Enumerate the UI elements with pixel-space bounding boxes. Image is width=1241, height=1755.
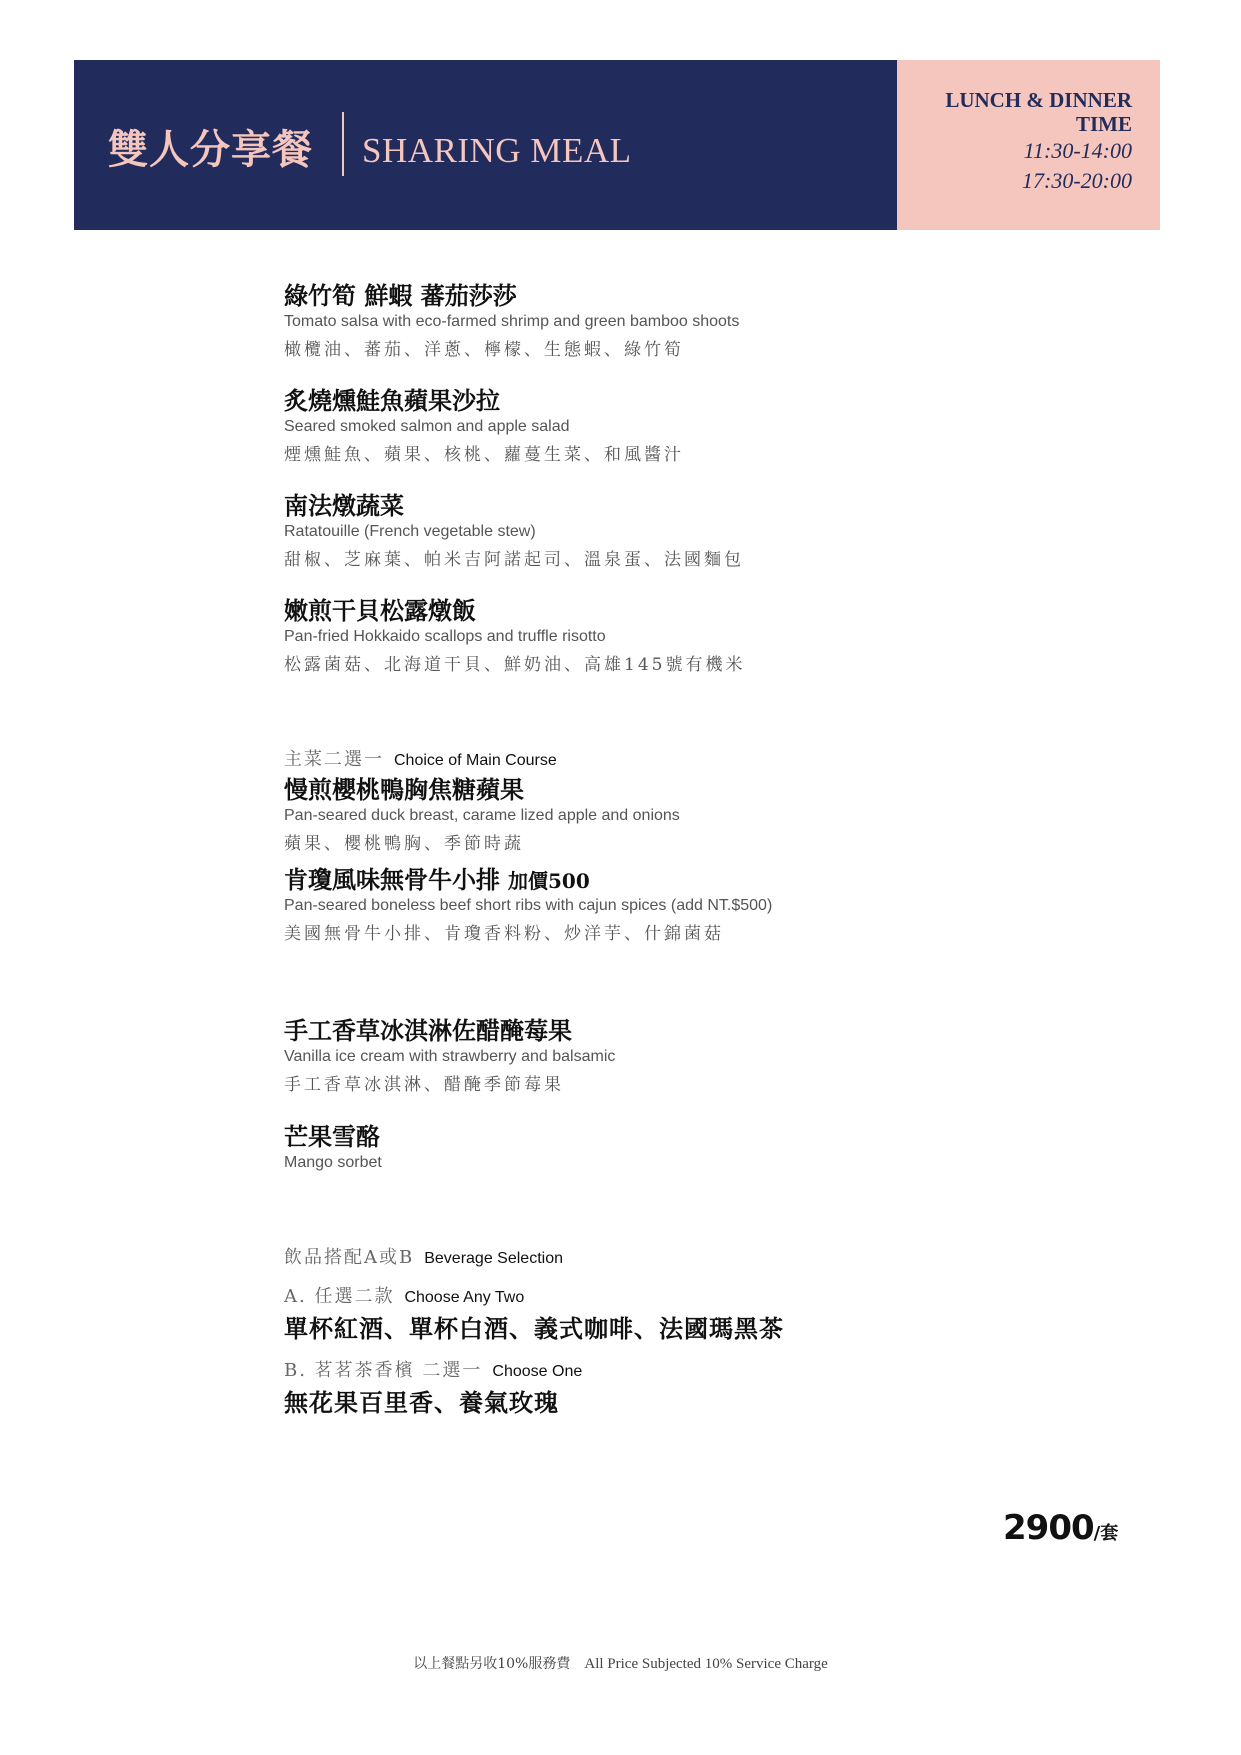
dish-name-zh: 嫩煎干貝松露燉飯	[284, 596, 476, 625]
dish-name-en: Tomato salsa with eco-farmed shrimp and green bamboo shoots	[284, 313, 740, 330]
set-price	[1003, 1508, 1118, 1548]
beverage-option-a-label	[284, 1282, 524, 1308]
dish-title-text: 肯瓊風味無骨牛小排	[284, 865, 500, 894]
dish-name-zh: 綠竹筍 鮮蝦 蕃茄莎莎	[284, 281, 517, 310]
menu-item	[284, 860, 772, 944]
main-course-label	[284, 745, 557, 771]
menu-item	[284, 770, 680, 854]
option-a-label-en: Choose Any Two	[404, 1289, 525, 1306]
time-panel	[897, 60, 1160, 230]
dish-name-en: Pan-seared boneless beef short ribs with cajun spices (add NT.$500)	[284, 897, 773, 914]
menu-item	[284, 486, 744, 570]
dish-name-en: Pan-fried Hokkaido scallops and truffle risotto	[284, 628, 606, 645]
beverage-option-b-items: 無花果百里香、養氣玫瑰	[284, 1388, 559, 1417]
dish-ingredients: 甜椒、芝麻葉、帕米吉阿諾起司、溫泉蛋、法國麵包	[284, 550, 744, 570]
title-divider	[342, 112, 344, 176]
service-charge-en: All Price Subjected 10% Service Charge	[584, 1656, 828, 1672]
menu-item	[284, 1011, 615, 1095]
dish-name-zh: 南法燉蔬菜	[284, 491, 404, 520]
header-banner	[74, 60, 897, 230]
dish-ingredients: 煙燻鮭魚、蘋果、核桃、蘿蔓生菜、和風醬汁	[284, 445, 684, 465]
service-charge-zh: 以上餐點另收10%服務費	[413, 1656, 571, 1672]
dish-name-en: Ratatouille (French vegetable stew)	[284, 523, 536, 540]
dish-name-en: Pan-seared duck breast, carame lized apple and onions	[284, 807, 680, 824]
price-amount: 2900	[1003, 1508, 1094, 1548]
dinner-hours: 17:30-20:00	[1022, 168, 1132, 193]
menu-item	[284, 1117, 382, 1172]
dish-name-zh: 慢煎櫻桃鴨胸焦糖蘋果	[284, 775, 524, 804]
time-label-line2: TIME	[1075, 112, 1132, 136]
option-a-label-zh: A. 任選二款	[284, 1286, 395, 1307]
service-charge-note	[0, 1653, 1241, 1673]
dish-name-en: Mango sorbet	[284, 1154, 382, 1171]
dish-ingredients: 橄欖油、蕃茄、洋蔥、檸檬、生態蝦、綠竹筍	[284, 340, 684, 360]
surcharge-note: 加價500	[508, 869, 590, 893]
dish-name-zh: 炙燒燻鮭魚蘋果沙拉	[284, 386, 500, 415]
dish-ingredients: 手工香草冰淇淋、醋醃季節莓果	[284, 1075, 564, 1095]
dish-name-zh	[284, 860, 772, 895]
option-b-label-en: Choose One	[492, 1363, 583, 1380]
time-label-line1: LUNCH & DINNER	[945, 88, 1132, 112]
dish-name-en: Vanilla ice cream with strawberry and balsamic	[284, 1048, 616, 1065]
service-hours	[945, 88, 1132, 196]
dish-name-zh: 手工香草冰淇淋佐醋醃莓果	[284, 1016, 572, 1045]
option-b-label-zh: B. 茗茗茶香檳 二選一	[284, 1360, 483, 1381]
main-course-label-zh: 主菜二選一	[284, 749, 384, 770]
menu-item	[284, 276, 739, 360]
dish-ingredients: 松露菌菇、北海道干貝、鮮奶油、高雄145號有機米	[284, 655, 746, 675]
beverage-label	[284, 1243, 563, 1269]
dish-ingredients: 美國無骨牛小排、肯瓊香料粉、炒洋芋、什錦菌菇	[284, 924, 724, 944]
beverage-option-a-items: 單杯紅酒、單杯白酒、義式咖啡、法國瑪黑茶	[284, 1314, 784, 1343]
main-course-label-en: Choice of Main Course	[394, 752, 557, 769]
beverage-option-b-label	[284, 1356, 582, 1382]
page-title-zh: 雙人分享餐	[108, 126, 313, 173]
page-title-en: SHARING MEAL	[362, 131, 632, 170]
beverage-label-zh: 飲品搭配A或B	[284, 1247, 415, 1268]
dish-name-zh: 芒果雪酪	[284, 1122, 380, 1151]
beverage-label-en: Beverage Selection	[424, 1250, 563, 1267]
dish-name-en: Seared smoked salmon and apple salad	[284, 418, 570, 435]
dish-ingredients: 蘋果、櫻桃鴨胸、季節時蔬	[284, 834, 524, 854]
menu-item	[284, 381, 684, 465]
lunch-hours: 11:30-14:00	[1023, 138, 1132, 163]
price-unit: /套	[1093, 1523, 1119, 1544]
menu-item	[284, 591, 745, 675]
